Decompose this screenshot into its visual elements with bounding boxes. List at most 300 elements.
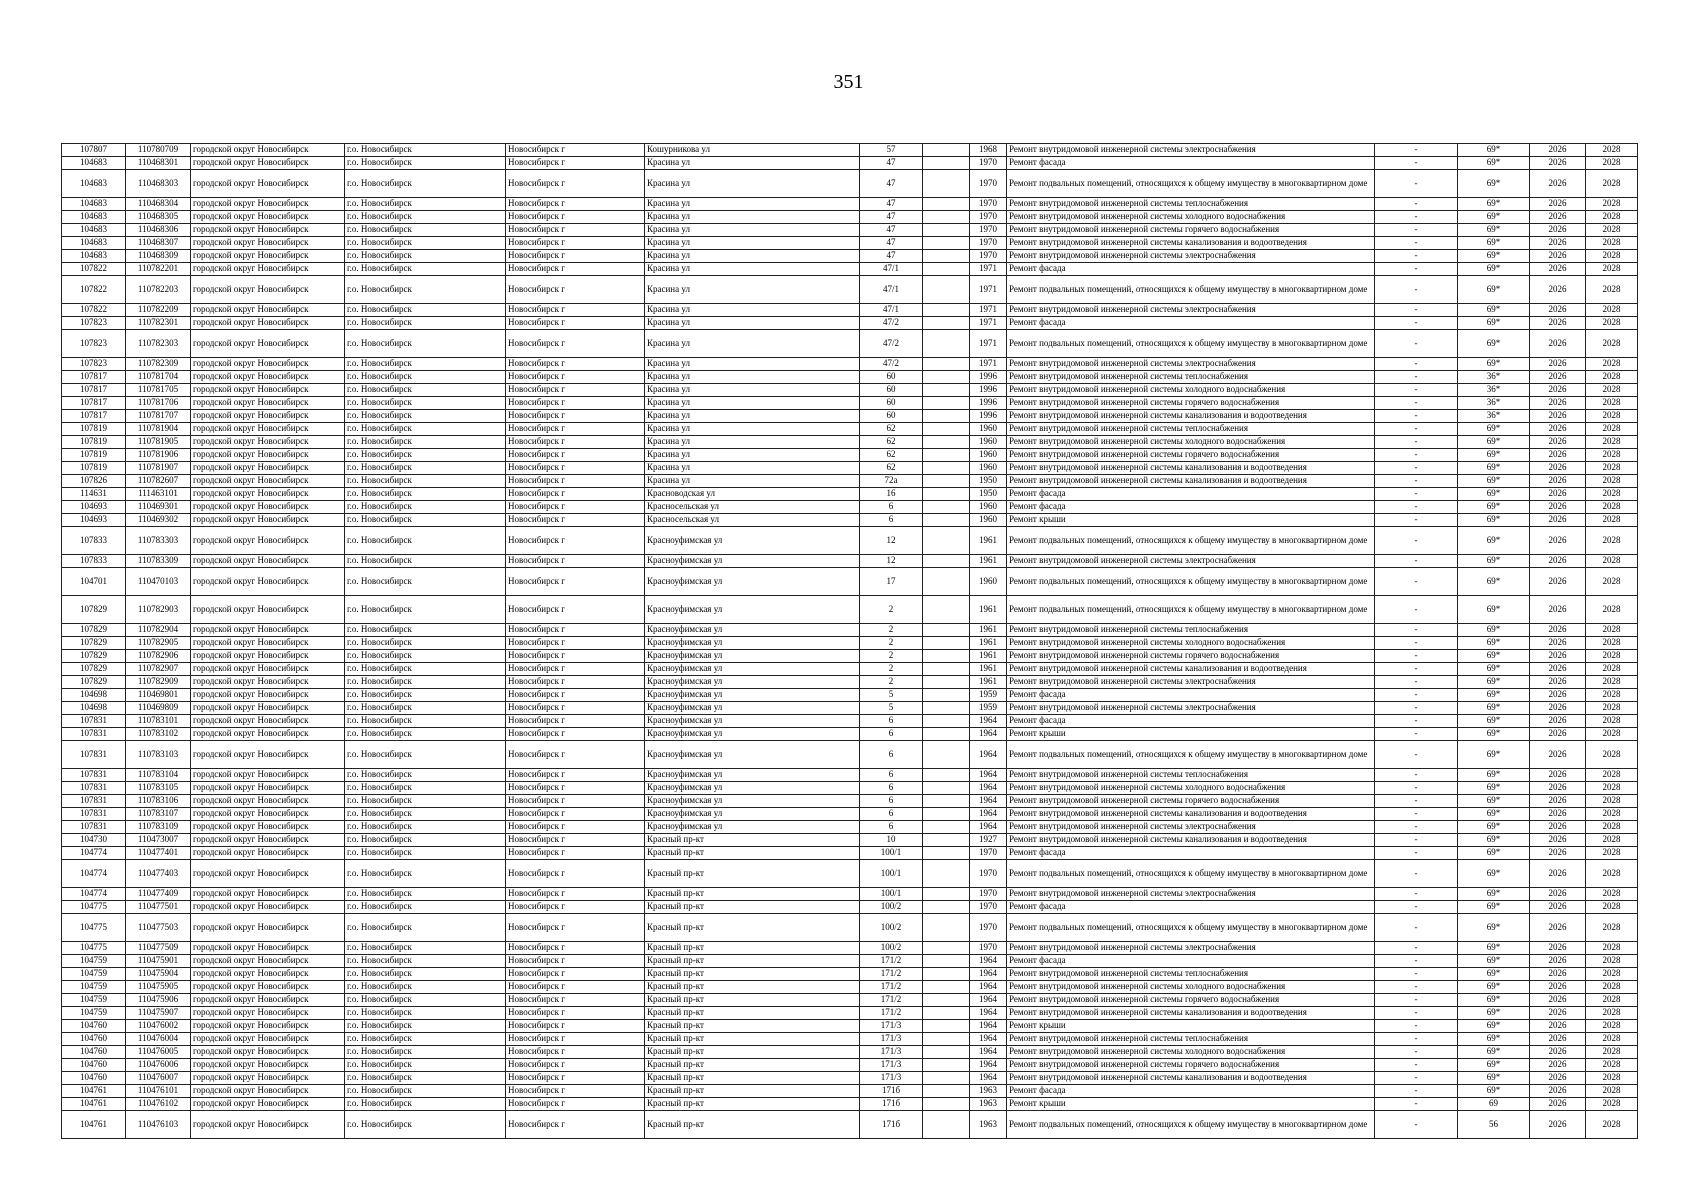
house-number-cell: 171/3 bbox=[860, 1072, 923, 1085]
building-cell bbox=[923, 728, 970, 741]
work-type-cell: Ремонт крыши bbox=[1007, 728, 1375, 741]
end-year-cell: 2028 bbox=[1586, 304, 1638, 317]
house-id-cell: 107817 bbox=[62, 410, 126, 423]
end-year-cell: 2028 bbox=[1586, 1085, 1638, 1098]
building-cell bbox=[923, 676, 970, 689]
building-cell bbox=[923, 596, 970, 624]
house-id-cell: 107817 bbox=[62, 371, 126, 384]
dash-cell: - bbox=[1375, 1085, 1458, 1098]
table-row bbox=[62, 555, 1638, 568]
wear-percent-cell: 69* bbox=[1458, 795, 1530, 808]
street-cell: Красина ул bbox=[645, 170, 860, 198]
locality-cell: Новосибирск г bbox=[506, 888, 645, 901]
dash-cell: - bbox=[1375, 968, 1458, 981]
house-id-cell: 104775 bbox=[62, 942, 126, 955]
building-cell bbox=[923, 702, 970, 715]
year-built-cell: 1971 bbox=[970, 276, 1007, 304]
building-cell bbox=[923, 488, 970, 501]
house-number-cell: 47/1 bbox=[860, 304, 923, 317]
locality-cell: Новосибирск г bbox=[506, 1072, 645, 1085]
year-built-cell: 1960 bbox=[970, 462, 1007, 475]
end-year-cell: 2028 bbox=[1586, 702, 1638, 715]
locality-cell: Новосибирск г bbox=[506, 397, 645, 410]
house-id-cell: 104693 bbox=[62, 514, 126, 527]
district-cell: г.о. Новосибирск bbox=[345, 702, 506, 715]
end-year-cell: 2028 bbox=[1586, 358, 1638, 371]
year-built-cell: 1964 bbox=[970, 981, 1007, 994]
table-row bbox=[62, 663, 1638, 676]
house-id-cell: 104760 bbox=[62, 1072, 126, 1085]
start-year-cell: 2026 bbox=[1530, 782, 1586, 795]
street-cell: Красноуфимская ул bbox=[645, 596, 860, 624]
house-id-cell: 104761 bbox=[62, 1111, 126, 1139]
work-id-cell: 110783309 bbox=[126, 555, 191, 568]
district-cell: г.о. Новосибирск bbox=[345, 1059, 506, 1072]
end-year-cell: 2028 bbox=[1586, 994, 1638, 1007]
dash-cell: - bbox=[1375, 555, 1458, 568]
building-cell bbox=[923, 144, 970, 157]
locality-cell: Новосибирск г bbox=[506, 410, 645, 423]
district-cell: г.о. Новосибирск bbox=[345, 942, 506, 955]
end-year-cell: 2028 bbox=[1586, 1033, 1638, 1046]
locality-cell: Новосибирск г bbox=[506, 436, 645, 449]
district-cell: г.о. Новосибирск bbox=[345, 397, 506, 410]
dash-cell: - bbox=[1375, 769, 1458, 782]
year-built-cell: 1963 bbox=[970, 1085, 1007, 1098]
locality-cell: Новосибирск г bbox=[506, 663, 645, 676]
street-cell: Красноуфимская ул bbox=[645, 650, 860, 663]
locality-cell: Новосибирск г bbox=[506, 1020, 645, 1033]
district-cell: г.о. Новосибирск bbox=[345, 834, 506, 847]
district-cell: г.о. Новосибирск bbox=[345, 650, 506, 663]
municipality-cell: городской округ Новосибирск bbox=[191, 689, 345, 702]
house-id-cell: 107829 bbox=[62, 596, 126, 624]
year-built-cell: 1964 bbox=[970, 968, 1007, 981]
work-type-cell: Ремонт внутридомовой инженерной системы электроснабжения bbox=[1007, 821, 1375, 834]
table-row bbox=[62, 568, 1638, 596]
building-cell bbox=[923, 955, 970, 968]
house-id-cell: 104683 bbox=[62, 198, 126, 211]
locality-cell: Новосибирск г bbox=[506, 263, 645, 276]
house-number-cell: 171/2 bbox=[860, 955, 923, 968]
year-built-cell: 1964 bbox=[970, 1020, 1007, 1033]
locality-cell: Новосибирск г bbox=[506, 914, 645, 942]
work-id-cell: 110781904 bbox=[126, 423, 191, 436]
house-number-cell: 47/1 bbox=[860, 276, 923, 304]
year-built-cell: 1964 bbox=[970, 994, 1007, 1007]
house-id-cell: 104701 bbox=[62, 568, 126, 596]
year-built-cell: 1964 bbox=[970, 821, 1007, 834]
work-id-cell: 110468306 bbox=[126, 224, 191, 237]
start-year-cell: 2026 bbox=[1530, 436, 1586, 449]
work-id-cell: 110782909 bbox=[126, 676, 191, 689]
dash-cell: - bbox=[1375, 501, 1458, 514]
district-cell: г.о. Новосибирск bbox=[345, 994, 506, 1007]
table-row bbox=[62, 1007, 1638, 1020]
municipality-cell: городской округ Новосибирск bbox=[191, 968, 345, 981]
house-id-cell: 104759 bbox=[62, 981, 126, 994]
dash-cell: - bbox=[1375, 144, 1458, 157]
end-year-cell: 2028 bbox=[1586, 795, 1638, 808]
work-type-cell: Ремонт подвальных помещений, относящихся к общему имуществу в многоквартирном доме bbox=[1007, 330, 1375, 358]
work-type-cell: Ремонт фасада bbox=[1007, 488, 1375, 501]
wear-percent-cell: 36* bbox=[1458, 397, 1530, 410]
start-year-cell: 2026 bbox=[1530, 1020, 1586, 1033]
wear-percent-cell: 69* bbox=[1458, 198, 1530, 211]
work-type-cell: Ремонт внутридомовой инженерной системы канализования и водоотведения bbox=[1007, 462, 1375, 475]
table-row bbox=[62, 358, 1638, 371]
district-cell: г.о. Новосибирск bbox=[345, 1033, 506, 1046]
year-built-cell: 1964 bbox=[970, 782, 1007, 795]
work-id-cell: 110476007 bbox=[126, 1072, 191, 1085]
building-cell bbox=[923, 689, 970, 702]
municipality-cell: городской округ Новосибирск bbox=[191, 715, 345, 728]
district-cell: г.о. Новосибирск bbox=[345, 914, 506, 942]
work-id-cell: 110476004 bbox=[126, 1033, 191, 1046]
dash-cell: - bbox=[1375, 808, 1458, 821]
street-cell: Красноуфимская ул bbox=[645, 769, 860, 782]
locality-cell: Новосибирск г bbox=[506, 702, 645, 715]
street-cell: Красноуфимская ул bbox=[645, 663, 860, 676]
end-year-cell: 2028 bbox=[1586, 410, 1638, 423]
work-type-cell: Ремонт подвальных помещений, относящихся к общему имуществу в многоквартирном доме bbox=[1007, 527, 1375, 555]
house-id-cell: 104759 bbox=[62, 994, 126, 1007]
house-id-cell: 104761 bbox=[62, 1098, 126, 1111]
street-cell: Красина ул bbox=[645, 436, 860, 449]
year-built-cell: 1964 bbox=[970, 955, 1007, 968]
dash-cell: - bbox=[1375, 527, 1458, 555]
work-id-cell: 110468304 bbox=[126, 198, 191, 211]
dash-cell: - bbox=[1375, 1046, 1458, 1059]
house-id-cell: 107822 bbox=[62, 263, 126, 276]
end-year-cell: 2028 bbox=[1586, 981, 1638, 994]
dash-cell: - bbox=[1375, 676, 1458, 689]
end-year-cell: 2028 bbox=[1586, 689, 1638, 702]
work-id-cell: 110469302 bbox=[126, 514, 191, 527]
dash-cell: - bbox=[1375, 462, 1458, 475]
end-year-cell: 2028 bbox=[1586, 782, 1638, 795]
dash-cell: - bbox=[1375, 170, 1458, 198]
locality-cell: Новосибирск г bbox=[506, 449, 645, 462]
district-cell: г.о. Новосибирск bbox=[345, 676, 506, 689]
wear-percent-cell: 69* bbox=[1458, 250, 1530, 263]
building-cell bbox=[923, 1033, 970, 1046]
dash-cell: - bbox=[1375, 475, 1458, 488]
table-row bbox=[62, 304, 1638, 317]
municipality-cell: городской округ Новосибирск bbox=[191, 224, 345, 237]
dash-cell: - bbox=[1375, 741, 1458, 769]
municipality-cell: городской округ Новосибирск bbox=[191, 436, 345, 449]
year-built-cell: 1960 bbox=[970, 568, 1007, 596]
work-id-cell: 110782906 bbox=[126, 650, 191, 663]
table-row bbox=[62, 423, 1638, 436]
work-id-cell: 110473007 bbox=[126, 834, 191, 847]
wear-percent-cell: 69* bbox=[1458, 637, 1530, 650]
start-year-cell: 2026 bbox=[1530, 968, 1586, 981]
wear-percent-cell: 69* bbox=[1458, 741, 1530, 769]
end-year-cell: 2028 bbox=[1586, 847, 1638, 860]
wear-percent-cell: 69* bbox=[1458, 968, 1530, 981]
start-year-cell: 2026 bbox=[1530, 224, 1586, 237]
table-row bbox=[62, 157, 1638, 170]
municipality-cell: городской округ Новосибирск bbox=[191, 250, 345, 263]
work-id-cell: 110782201 bbox=[126, 263, 191, 276]
dash-cell: - bbox=[1375, 1059, 1458, 1072]
table-row bbox=[62, 1111, 1638, 1139]
house-number-cell: 100/2 bbox=[860, 914, 923, 942]
work-type-cell: Ремонт крыши bbox=[1007, 1020, 1375, 1033]
end-year-cell: 2028 bbox=[1586, 568, 1638, 596]
dash-cell: - bbox=[1375, 847, 1458, 860]
municipality-cell: городской округ Новосибирск bbox=[191, 860, 345, 888]
wear-percent-cell: 69* bbox=[1458, 144, 1530, 157]
street-cell: Красноуфимская ул bbox=[645, 689, 860, 702]
end-year-cell: 2028 bbox=[1586, 384, 1638, 397]
wear-percent-cell: 69* bbox=[1458, 475, 1530, 488]
locality-cell: Новосибирск г bbox=[506, 488, 645, 501]
district-cell: г.о. Новосибирск bbox=[345, 860, 506, 888]
year-built-cell: 1996 bbox=[970, 384, 1007, 397]
table-row bbox=[62, 501, 1638, 514]
locality-cell: Новосибирск г bbox=[506, 514, 645, 527]
work-id-cell: 110781705 bbox=[126, 384, 191, 397]
district-cell: г.о. Новосибирск bbox=[345, 596, 506, 624]
municipality-cell: городской округ Новосибирск bbox=[191, 330, 345, 358]
district-cell: г.о. Новосибирск bbox=[345, 782, 506, 795]
work-id-cell: 110476006 bbox=[126, 1059, 191, 1072]
end-year-cell: 2028 bbox=[1586, 914, 1638, 942]
work-id-cell: 110470103 bbox=[126, 568, 191, 596]
start-year-cell: 2026 bbox=[1530, 449, 1586, 462]
building-cell bbox=[923, 449, 970, 462]
dash-cell: - bbox=[1375, 860, 1458, 888]
work-type-cell: Ремонт подвальных помещений, относящихся к общему имуществу в многоквартирном доме bbox=[1007, 170, 1375, 198]
dash-cell: - bbox=[1375, 1072, 1458, 1085]
dash-cell: - bbox=[1375, 237, 1458, 250]
end-year-cell: 2028 bbox=[1586, 488, 1638, 501]
building-cell bbox=[923, 663, 970, 676]
start-year-cell: 2026 bbox=[1530, 769, 1586, 782]
district-cell: г.о. Новосибирск bbox=[345, 488, 506, 501]
year-built-cell: 1971 bbox=[970, 263, 1007, 276]
wear-percent-cell: 69* bbox=[1458, 568, 1530, 596]
locality-cell: Новосибирск г bbox=[506, 211, 645, 224]
year-built-cell: 1964 bbox=[970, 1072, 1007, 1085]
dash-cell: - bbox=[1375, 637, 1458, 650]
locality-cell: Новосибирск г bbox=[506, 1059, 645, 1072]
locality-cell: Новосибирск г bbox=[506, 782, 645, 795]
wear-percent-cell: 69* bbox=[1458, 994, 1530, 1007]
work-id-cell: 110783109 bbox=[126, 821, 191, 834]
house-number-cell: 2 bbox=[860, 663, 923, 676]
municipality-cell: городской округ Новосибирск bbox=[191, 276, 345, 304]
start-year-cell: 2026 bbox=[1530, 676, 1586, 689]
locality-cell: Новосибирск г bbox=[506, 462, 645, 475]
wear-percent-cell: 69* bbox=[1458, 1033, 1530, 1046]
dash-cell: - bbox=[1375, 211, 1458, 224]
table-row bbox=[62, 317, 1638, 330]
work-type-cell: Ремонт крыши bbox=[1007, 514, 1375, 527]
district-cell: г.о. Новосибирск bbox=[345, 1085, 506, 1098]
street-cell: Красноуфимская ул bbox=[645, 702, 860, 715]
work-type-cell: Ремонт фасада bbox=[1007, 901, 1375, 914]
start-year-cell: 2026 bbox=[1530, 715, 1586, 728]
street-cell: Красина ул bbox=[645, 263, 860, 276]
house-id-cell: 104760 bbox=[62, 1059, 126, 1072]
table-row bbox=[62, 596, 1638, 624]
municipality-cell: городской округ Новосибирск bbox=[191, 1111, 345, 1139]
start-year-cell: 2026 bbox=[1530, 144, 1586, 157]
dash-cell: - bbox=[1375, 410, 1458, 423]
building-cell bbox=[923, 317, 970, 330]
house-id-cell: 107817 bbox=[62, 397, 126, 410]
municipality-cell: городской округ Новосибирск bbox=[191, 888, 345, 901]
house-id-cell: 104775 bbox=[62, 901, 126, 914]
work-type-cell: Ремонт фасада bbox=[1007, 955, 1375, 968]
table-row bbox=[62, 795, 1638, 808]
street-cell: Красный пр-кт bbox=[645, 1072, 860, 1085]
house-id-cell: 107829 bbox=[62, 650, 126, 663]
wear-percent-cell: 69* bbox=[1458, 914, 1530, 942]
building-cell bbox=[923, 769, 970, 782]
street-cell: Красный пр-кт bbox=[645, 860, 860, 888]
wear-percent-cell: 69* bbox=[1458, 981, 1530, 994]
wear-percent-cell: 69* bbox=[1458, 488, 1530, 501]
street-cell: Красина ул bbox=[645, 211, 860, 224]
district-cell: г.о. Новосибирск bbox=[345, 449, 506, 462]
house-number-cell: 12 bbox=[860, 527, 923, 555]
building-cell bbox=[923, 1007, 970, 1020]
district-cell: г.о. Новосибирск bbox=[345, 501, 506, 514]
dash-cell: - bbox=[1375, 1111, 1458, 1139]
table-row bbox=[62, 942, 1638, 955]
district-cell: г.о. Новосибирск bbox=[345, 250, 506, 263]
district-cell: г.о. Новосибирск bbox=[345, 715, 506, 728]
work-type-cell: Ремонт внутридомовой инженерной системы горячего водоснабжения bbox=[1007, 397, 1375, 410]
house-id-cell: 107807 bbox=[62, 144, 126, 157]
house-number-cell: 47 bbox=[860, 211, 923, 224]
work-id-cell: 110782303 bbox=[126, 330, 191, 358]
house-id-cell: 107831 bbox=[62, 769, 126, 782]
year-built-cell: 1960 bbox=[970, 449, 1007, 462]
wear-percent-cell: 36* bbox=[1458, 371, 1530, 384]
house-number-cell: 2 bbox=[860, 624, 923, 637]
municipality-cell: городской округ Новосибирск bbox=[191, 650, 345, 663]
house-id-cell: 114631 bbox=[62, 488, 126, 501]
start-year-cell: 2026 bbox=[1530, 384, 1586, 397]
year-built-cell: 1970 bbox=[970, 901, 1007, 914]
house-number-cell: 6 bbox=[860, 715, 923, 728]
locality-cell: Новосибирск г bbox=[506, 358, 645, 371]
district-cell: г.о. Новосибирск bbox=[345, 968, 506, 981]
work-type-cell: Ремонт фасада bbox=[1007, 847, 1375, 860]
end-year-cell: 2028 bbox=[1586, 449, 1638, 462]
locality-cell: Новосибирск г bbox=[506, 637, 645, 650]
wear-percent-cell: 69* bbox=[1458, 596, 1530, 624]
table-row bbox=[62, 676, 1638, 689]
municipality-cell: городской округ Новосибирск bbox=[191, 423, 345, 436]
work-type-cell: Ремонт внутридомовой инженерной системы горячего водоснабжения bbox=[1007, 1059, 1375, 1072]
street-cell: Красный пр-кт bbox=[645, 888, 860, 901]
end-year-cell: 2028 bbox=[1586, 527, 1638, 555]
building-cell bbox=[923, 423, 970, 436]
building-cell bbox=[923, 834, 970, 847]
locality-cell: Новосибирск г bbox=[506, 1111, 645, 1139]
wear-percent-cell: 69* bbox=[1458, 436, 1530, 449]
work-id-cell: 110475905 bbox=[126, 981, 191, 994]
house-number-cell: 5 bbox=[860, 702, 923, 715]
district-cell: г.о. Новосибирск bbox=[345, 741, 506, 769]
district-cell: г.о. Новосибирск bbox=[345, 317, 506, 330]
street-cell: Красноуфимская ул bbox=[645, 782, 860, 795]
table-row bbox=[62, 1072, 1638, 1085]
work-type-cell: Ремонт внутридомовой инженерной системы канализования и водоотведения bbox=[1007, 475, 1375, 488]
table-row bbox=[62, 436, 1638, 449]
table-row bbox=[62, 527, 1638, 555]
house-id-cell: 107831 bbox=[62, 808, 126, 821]
dash-cell: - bbox=[1375, 568, 1458, 596]
table-row bbox=[62, 1033, 1638, 1046]
wear-percent-cell: 69* bbox=[1458, 237, 1530, 250]
year-built-cell: 1964 bbox=[970, 728, 1007, 741]
house-id-cell: 107831 bbox=[62, 728, 126, 741]
work-id-cell: 110782907 bbox=[126, 663, 191, 676]
street-cell: Красный пр-кт bbox=[645, 955, 860, 968]
work-type-cell: Ремонт подвальных помещений, относящихся к общему имуществу в многоквартирном доме bbox=[1007, 741, 1375, 769]
work-id-cell: 110476005 bbox=[126, 1046, 191, 1059]
wear-percent-cell: 69* bbox=[1458, 769, 1530, 782]
house-id-cell: 107822 bbox=[62, 276, 126, 304]
work-id-cell: 110782905 bbox=[126, 637, 191, 650]
locality-cell: Новосибирск г bbox=[506, 1033, 645, 1046]
street-cell: Красный пр-кт bbox=[645, 834, 860, 847]
dash-cell: - bbox=[1375, 198, 1458, 211]
year-built-cell: 1996 bbox=[970, 410, 1007, 423]
work-id-cell: 110783103 bbox=[126, 741, 191, 769]
year-built-cell: 1968 bbox=[970, 144, 1007, 157]
end-year-cell: 2028 bbox=[1586, 144, 1638, 157]
street-cell: Красноуфимская ул bbox=[645, 715, 860, 728]
dash-cell: - bbox=[1375, 263, 1458, 276]
start-year-cell: 2026 bbox=[1530, 741, 1586, 769]
building-cell bbox=[923, 901, 970, 914]
house-id-cell: 107831 bbox=[62, 782, 126, 795]
house-id-cell: 107819 bbox=[62, 436, 126, 449]
house-number-cell: 171/3 bbox=[860, 1033, 923, 1046]
wear-percent-cell: 36* bbox=[1458, 410, 1530, 423]
building-cell bbox=[923, 1098, 970, 1111]
locality-cell: Новосибирск г bbox=[506, 1007, 645, 1020]
year-built-cell: 1960 bbox=[970, 423, 1007, 436]
table-row bbox=[62, 224, 1638, 237]
street-cell: Красный пр-кт bbox=[645, 1111, 860, 1139]
table-row bbox=[62, 198, 1638, 211]
house-id-cell: 104698 bbox=[62, 689, 126, 702]
start-year-cell: 2026 bbox=[1530, 1085, 1586, 1098]
end-year-cell: 2028 bbox=[1586, 436, 1638, 449]
locality-cell: Новосибирск г bbox=[506, 475, 645, 488]
district-cell: г.о. Новосибирск bbox=[345, 808, 506, 821]
start-year-cell: 2026 bbox=[1530, 568, 1586, 596]
street-cell: Красина ул bbox=[645, 276, 860, 304]
municipality-cell: городской округ Новосибирск bbox=[191, 371, 345, 384]
year-built-cell: 1970 bbox=[970, 224, 1007, 237]
table-row bbox=[62, 808, 1638, 821]
building-cell bbox=[923, 462, 970, 475]
street-cell: Красина ул bbox=[645, 384, 860, 397]
house-id-cell: 104693 bbox=[62, 501, 126, 514]
work-type-cell: Ремонт внутридомовой инженерной системы холодного водоснабжения bbox=[1007, 1046, 1375, 1059]
